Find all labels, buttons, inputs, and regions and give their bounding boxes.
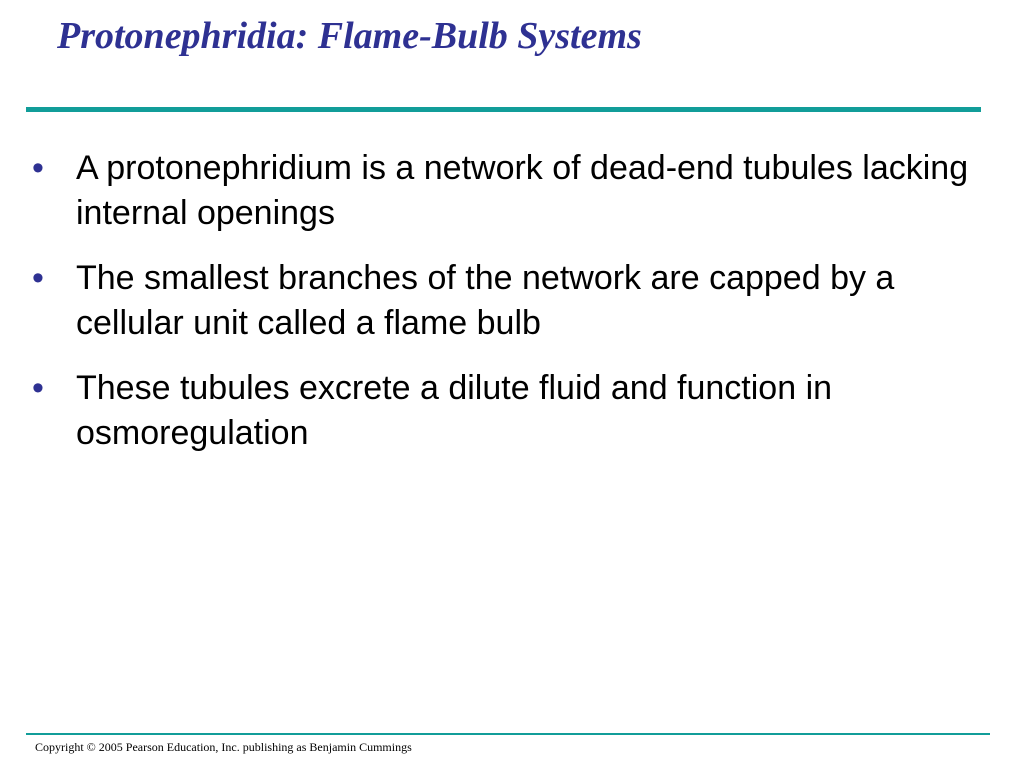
bullet-text: These tubules excrete a dilute fluid and function in osmoregulation (76, 369, 833, 452)
title-divider (26, 107, 981, 112)
bullet-item (30, 146, 980, 236)
copyright-footer: Copyright © 2005 Pearson Education, Inc. publishing as Benjamin Cummings (35, 740, 412, 754)
bullet-list (30, 146, 980, 476)
bullet-text: The smallest branches of the network are capped by a cellular unit called a flame bulb (76, 259, 895, 342)
bullet-dot-icon: • (32, 149, 44, 187)
slide-title: Protonephridia: Flame-Bulb Systems (57, 15, 642, 57)
bullet-dot-icon: • (32, 259, 44, 297)
bullet-dot-icon: • (32, 369, 44, 407)
bullet-text: A protonephridium is a network of dead-end tubules lacking internal openings (76, 149, 969, 232)
bullet-item (30, 366, 980, 456)
footer-divider (26, 733, 990, 735)
bullet-item (30, 256, 980, 346)
